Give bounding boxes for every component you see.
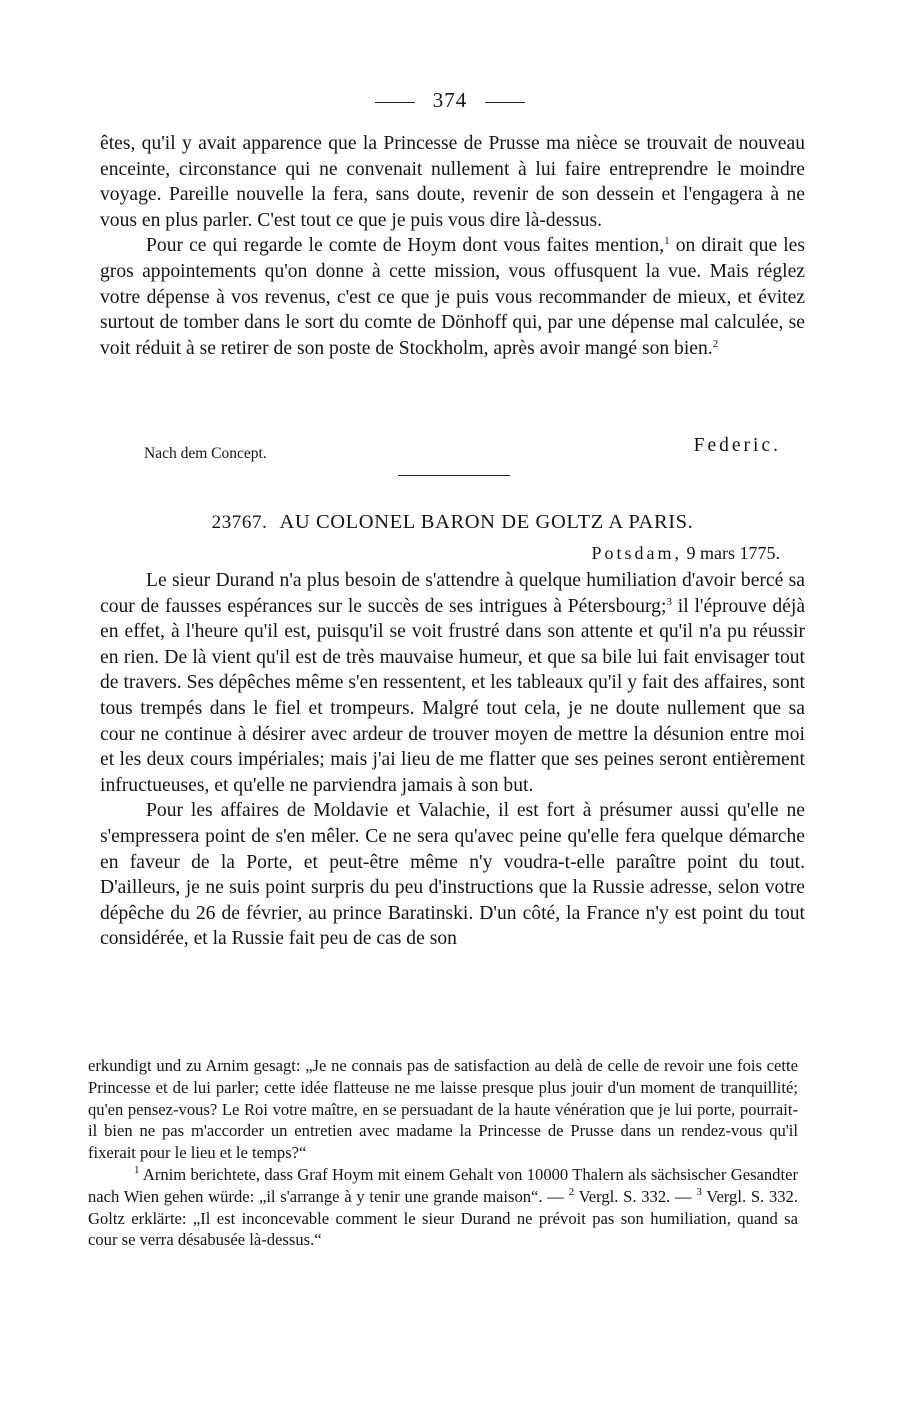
letter-number: 23767.: [211, 512, 268, 533]
dateline-date: 9 mars 1775.: [686, 543, 780, 563]
dateline-place: Potsdam,: [591, 543, 682, 563]
paragraph-continuation: êtes, qu'il y avait apparence que la Princesse de Prusse ma nièce se trouvait de nouveau enceinte, circonstance qui ne convenait nullement à lui faire entreprendre le moindre voyage. Pareille nouvelle la fera, sans doute, revenir de son dessein et l'engagera à ne vous en plus parler. C'est tout ce que je puis vous dire là-dessus.: [100, 133, 805, 231]
signature: Federic.: [693, 435, 781, 456]
footnote-mark-2: 2: [568, 1185, 575, 1198]
footnote-ref-2: 2: [712, 337, 719, 350]
footnotes: [88, 1055, 798, 1251]
page-header: [0, 88, 900, 113]
paragraph-durand: Le sieur Durand n'a plus besoin de s'attendre à quelque humiliation d'avoir bercé sa cour de fausses espérances sur le succès de ses intrigues à Pétersbourg;$^3$ il l'éprouve déjà en effet, à l'heure qu'il est, puisqu'il se voit frustré dans son attente et qu'il n'a pu réussir en rien. De là vient qu'il est de très mauvaise humeur, et que sa bile lui fait envisager tout de travers. Ses dépêches même s'en ressentent, et les tableaux qu'il y fait des affaires, sont tous trempés dans le fiel et trompeurs. Malgré tout cela, je ne doute nullement que sa cour ne continue à désirer avec ardeur de trouver moyen de mettre la désunion entre moi et les deux cours impériales; mais j'ai lieu de me flatter que ses peines seront entièrement infructueuses, et qu'elle ne parviendra jamais à son but.: [100, 570, 806, 796]
letter-heading: [100, 511, 805, 534]
paragraph-moldavie: Pour les affaires de Moldavie et Valachie, il est fort à présumer aussi qu'elle ne s'empressera point de s'en mêler. Ce ne sera qu'avec peine qu'elle fera quelque démarche en faveur de la Porte, et peut-être même n'y voudra-t-elle paraître point du tout. D'ailleurs, je ne suis point surpris du peu d'instructions que la Russie adresse, selon votre dépêche du 26 de février, au prince Baratinski. D'un côté, la France n'y est point du tout considérée, et la Russie fait peu de cas de son: [100, 800, 805, 950]
header-rule-left: [375, 102, 415, 103]
footnote-mark-1: 1: [134, 1163, 140, 1176]
footnote-ref-1: 1: [664, 235, 670, 248]
footnote-1-2-3: $^1$ Arnim berichtete, dass Graf Hoym mit einem Gehalt von 10000 Thalern als sächsischer Gesandter nach Wien gehen würde: „il s'arrange à y tenir une grande maison“. — $^2$ Vergl. S. 332. — $^3$ Vergl. S. 332. Goltz erklärte: „Il est inconcevable comment le sieur Durand ne prévoit pas son humiliation, quand sa cour se verra désabusée là-dessus.“: [88, 1163, 798, 1250]
letter-body: [100, 568, 805, 952]
letter-title: AU COLONEL BARON DE GOLTZ A PARIS.: [279, 511, 694, 533]
source-note: Nach dem Concept.: [144, 445, 267, 462]
footnote-ref-3: 3: [666, 595, 672, 608]
dateline: [591, 543, 780, 564]
header-rule-right: [485, 102, 525, 103]
page-number: 374: [432, 88, 468, 112]
section-divider: [398, 475, 510, 476]
footnote-continuation: erkundigt und zu Arnim gesagt: „Je ne connais pas de satisfaction au delà de celle de revoir une fois cette Princesse et de lui parler; cette idée flatteuse ne me laisse presque plus jouir d'un moment de tranquillité; qu'en pensez-vous? Le Roi votre maître, en se persuadant de la haute vénération que je lui porte, pourrait-il bien ne pas m'accorder un entretien avec madame la Princesse de Prusse dans un rendez-vous qu'il fixerait pour le lieu et le temps?“: [88, 1056, 798, 1163]
paragraph-hoym: Pour ce qui regarde le comte de Hoym dont vous faites mention,$^1$ on dirait que les gros appointements qu'on donne à cette mission, vous offusquent la vue. Mais réglez votre dépense à vos revenus, c'est ce que je puis vous recommander de mieux, et évitez surtout de tomber dans le sort du comte de Dönhoff qui, par une dépense mal calculée, se voit réduit à se retirer de son poste de Stockholm, après avoir mangé son bien.$^2$: [100, 235, 806, 359]
previous-letter-ending: [100, 131, 805, 361]
footnote-mark-3: 3: [696, 1185, 702, 1198]
